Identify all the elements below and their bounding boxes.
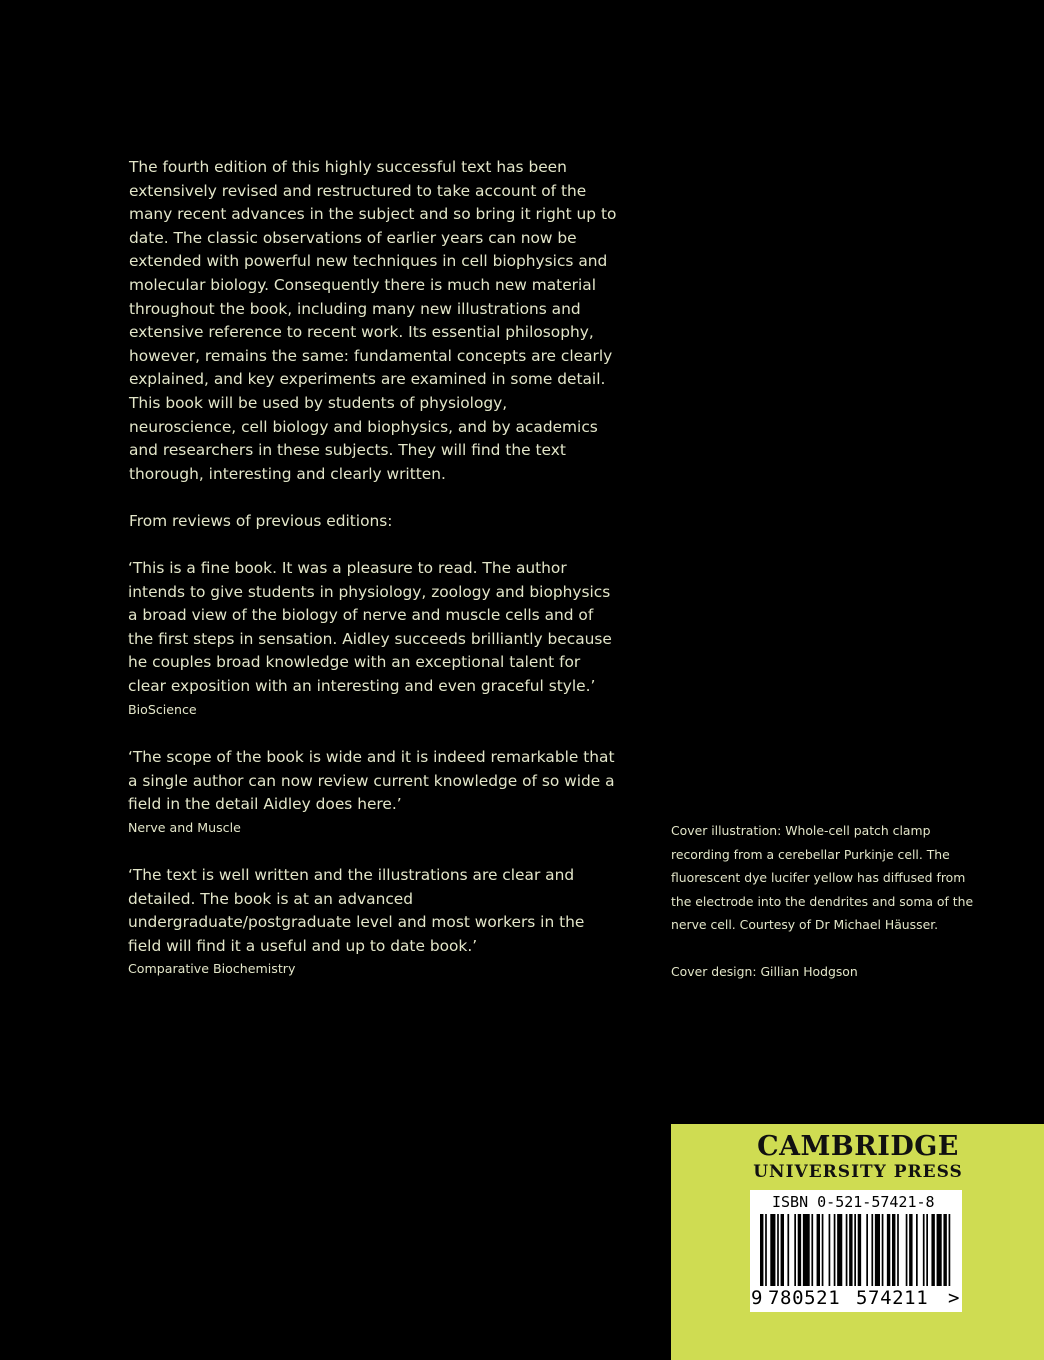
- barcode-bar: [760, 1214, 763, 1286]
- barcode-bar: [882, 1214, 884, 1286]
- barcode-bar: [770, 1214, 775, 1286]
- barcode-bar: [798, 1214, 801, 1286]
- review-source: Nerve and Muscle: [128, 819, 241, 835]
- review-quote: ‘The text is well written and the illustrations are clear and detailed. The book is at an advanced undergraduate/postgraduate level and most workers in the field will find it a useful and up to date book.’: [128, 866, 585, 955]
- barcode-bar: [849, 1214, 852, 1286]
- publisher-logo: [747, 1132, 969, 1182]
- ean-arrow: >: [948, 1287, 960, 1309]
- ean-left-group: 780521: [768, 1287, 841, 1309]
- barcode-bar: [887, 1214, 890, 1286]
- ean-first-digit: 9: [751, 1287, 763, 1309]
- barcode-bar: [923, 1214, 925, 1286]
- cover-design-credit: Cover design: Gillian Hodgson: [671, 964, 858, 979]
- publisher-panel: [671, 1124, 1044, 1360]
- review-source: BioScience: [128, 701, 197, 717]
- barcode-bar: [794, 1214, 796, 1286]
- cover-illustration-credit: Cover illustration: Whole-cell patch clamp recording from a cerebellar Purkinje cell. The fluorescent dye lucifer yellow has diffused from the electrode into the dendrites and soma of the nerve cell. Courtesy of Dr Michael Häusser.: [671, 823, 974, 933]
- barcode-box: [750, 1190, 962, 1312]
- barcode-bar: [866, 1214, 868, 1286]
- publisher-name-line1: CAMBRIDGE: [757, 1131, 959, 1162]
- review-bioscience: [128, 557, 618, 719]
- barcode-bar: [854, 1214, 856, 1286]
- barcode-bar: [906, 1214, 908, 1286]
- barcode-bar: [765, 1214, 767, 1286]
- barcode-bar: [834, 1214, 836, 1286]
- barcode-bar: [781, 1214, 784, 1286]
- barcode-bar: [897, 1214, 899, 1286]
- ean-right-group: 574211: [856, 1287, 929, 1309]
- barcode-bar: [949, 1214, 951, 1286]
- barcode-bar: [829, 1214, 831, 1286]
- barcode-bar: [846, 1214, 848, 1286]
- barcode-bar: [817, 1214, 820, 1286]
- blurb-paragraph: The fourth edition of this highly successful text has been extensively revised and restructured to take account of the many recent advances in the subject and so bring it right up to date. The classic observations of earlier years can now be extended with powerful new techniques in cell biophysics and molecular biology. Consequently there is much new material throughout the book, including many new illustrations and extensive reference to recent work. Its essential philosophy, however, remains the same: fundamental concepts are clearly explained, and key experiments are examined in some detail. This book will be used by students of physiology, neuroscience, cell biology and biophysics, and by academics and researchers in these subjects. They will find the text thorough, interesting and clearly written.: [129, 158, 617, 483]
- reviews-heading: From reviews of previous editions:: [129, 512, 393, 530]
- review-quote: ‘The scope of the book is wide and it is indeed remarkable that a single author can now review current knowledge of so wide a field in the detail Aidley does here.’: [128, 748, 615, 814]
- barcode-bar: [837, 1214, 842, 1286]
- review-quote: ‘This is a fine book. It was a pleasure to read. The author intends to give students in physiology, zoology and biophysics a broad view of the biology of nerve and muscle cells and of the first steps in sensation. Aidley succeeds brilliantly because he couples broad knowledge with an exceptional talent for clear exposition with an interesting and even graceful style.’: [128, 559, 612, 695]
- barcode-bar: [787, 1214, 789, 1286]
- barcode-bar: [931, 1214, 934, 1286]
- publisher-name-line2: UNIVERSITY PRESS: [753, 1162, 963, 1182]
- barcode-bar: [777, 1214, 779, 1286]
- barcode-bar: [803, 1214, 810, 1286]
- barcode-icon: [760, 1214, 952, 1286]
- barcode-bar: [811, 1214, 813, 1286]
- barcode-bar: [909, 1214, 912, 1286]
- barcode-bar: [822, 1214, 824, 1286]
- barcode-bar: [926, 1214, 928, 1286]
- review-comparative-biochemistry: [128, 864, 618, 978]
- barcode-bar: [875, 1214, 880, 1286]
- barcode-bar: [916, 1214, 918, 1286]
- barcode-bar: [858, 1214, 861, 1286]
- review-nerve-and-muscle: [128, 746, 618, 837]
- review-source: Comparative Biochemistry: [128, 961, 296, 977]
- barcode-bar: [892, 1214, 895, 1286]
- barcode-bar: [943, 1214, 946, 1286]
- barcode-bar: [937, 1214, 942, 1286]
- isbn-label: ISBN 0-521-57421-8: [772, 1193, 935, 1211]
- barcode-bar: [871, 1214, 873, 1286]
